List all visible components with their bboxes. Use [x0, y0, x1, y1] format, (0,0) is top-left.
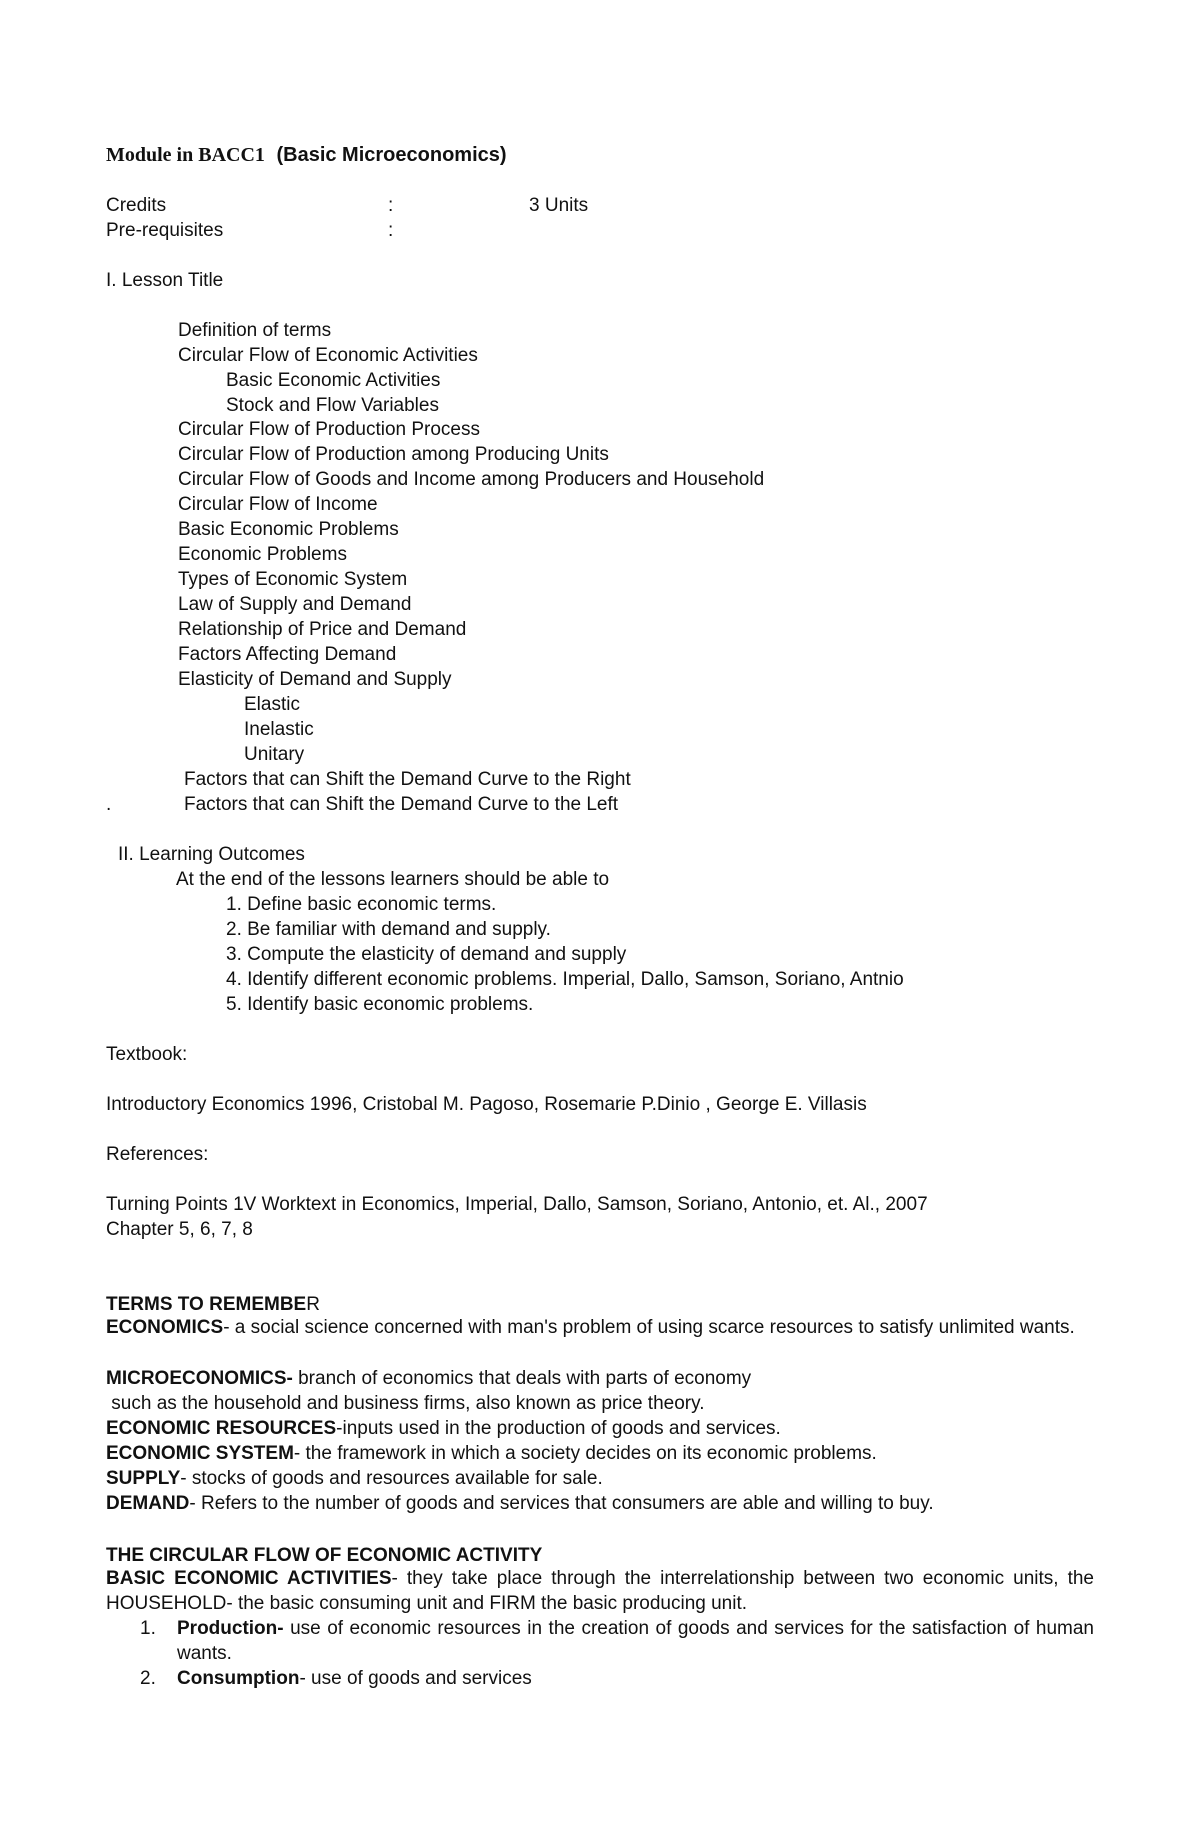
basic-economic-activities [106, 1567, 1094, 1616]
credits-sep: : [388, 195, 394, 216]
activity-text [177, 1617, 1094, 1666]
activity-text [177, 1667, 1094, 1692]
lesson-item: Basic Economic Problems [178, 519, 399, 540]
activity-term: Production- [177, 1618, 284, 1639]
references-label: References: [106, 1144, 209, 1165]
circular-flow-heading: THE CIRCULAR FLOW OF ECONOMIC ACTIVITY [106, 1545, 543, 1566]
term-definition: -inputs used in the production of goods and services. [336, 1418, 781, 1439]
term-name: ECONOMIC SYSTEM [106, 1443, 294, 1464]
lesson-subitem: Basic Economic Activities [226, 370, 441, 391]
lesson-item: Circular Flow of Goods and Income among Producers and Household [178, 469, 765, 490]
lesson-item: Factors that can Shift the Demand Curve to the Right [184, 769, 631, 790]
term-microeconomics-cont: such as the household and business firms, also known as price theory. [106, 1393, 705, 1414]
textbook-label: Textbook: [106, 1044, 188, 1065]
term-name: ECONOMIC RESOURCES [106, 1418, 337, 1439]
term-definition: branch of economics that deals with parts of economy [292, 1368, 752, 1389]
term-demand [106, 1493, 934, 1515]
lesson-subitem: Elastic [244, 694, 300, 715]
outcome-item: 1. Define basic economic terms. [226, 894, 497, 915]
outcome-item: 5. Identify basic economic problems. [226, 994, 534, 1015]
lesson-item: Circular Flow of Production among Producing Units [178, 444, 609, 465]
term-name: ECONOMICS [106, 1317, 224, 1338]
lesson-item: Circular Flow of Production Process [178, 419, 480, 440]
terms-heading-rest: R [306, 1294, 320, 1315]
activity-term: Consumption [177, 1668, 300, 1689]
outcome-item: 3. Compute the elasticity of demand and supply [226, 944, 627, 965]
lesson-item: Elasticity of Demand and Supply [178, 669, 452, 690]
activity-definition: - use of goods and services [299, 1668, 532, 1689]
credits-value: 3 Units [529, 195, 589, 216]
term-name: MICROECONOMICS- [106, 1368, 293, 1389]
term-definition: - they take place through the interrelationship between two economic units, the HOUSEHOLD- the basic consuming unit and FIRM the basic producing unit. [106, 1568, 1094, 1614]
lesson-subitem: Inelastic [244, 719, 314, 740]
activity-definition: use of economic resources in the creation of goods and services for the satisfaction of human wants. [177, 1618, 1094, 1664]
outcomes-intro: At the end of the lessons learners should be able to [176, 869, 610, 890]
lesson-item: Factors Affecting Demand [178, 644, 397, 665]
term-definition: - the framework in which a society decides on its economic problems. [293, 1443, 877, 1464]
terms-heading [106, 1294, 320, 1316]
term-definition: - stocks of goods and resources available for sale. [180, 1468, 603, 1489]
lesson-subitem: Stock and Flow Variables [226, 395, 439, 416]
lesson-title-heading: I. Lesson Title [106, 270, 224, 291]
term-economic-resources [106, 1418, 781, 1440]
module-title-part1: Module in BACC1 [106, 144, 265, 166]
lesson-item: Circular Flow of Economic Activities [178, 345, 478, 366]
outcome-item: 4. Identify different economic problems. Imperial, Dallo, Samson, Soriano, Antnio [226, 969, 904, 990]
activity-item-production [140, 1617, 1094, 1667]
prereq-sep: : [388, 220, 394, 241]
term-definition: - Refers to the number of goods and services that consumers are able and willing to buy. [189, 1493, 934, 1514]
activity-item-consumption [140, 1667, 1094, 1692]
textbook-citation: Introductory Economics 1996, Cristobal M. Pagoso, Rosemarie P.Dinio , George E. Villasis [106, 1094, 867, 1115]
term-name: DEMAND [106, 1493, 190, 1514]
term-economics [106, 1316, 1094, 1341]
lesson-item: Factors that can Shift the Demand Curve to the Left [184, 794, 619, 815]
term-economic-system [106, 1443, 877, 1465]
lesson-subitem: Unitary [244, 744, 305, 765]
term-microeconomics [106, 1368, 751, 1390]
module-title [106, 144, 507, 166]
activity-number: 1. [140, 1618, 156, 1639]
credits-label: Credits [106, 195, 167, 216]
activity-number: 2. [140, 1668, 156, 1689]
term-name: SUPPLY [106, 1468, 181, 1489]
module-title-part2: (Basic Microeconomics) [276, 144, 507, 166]
lesson-item: Types of Economic System [178, 569, 408, 590]
term-supply [106, 1468, 603, 1490]
lesson-item: Definition of terms [178, 320, 332, 341]
lesson-item: Relationship of Price and Demand [178, 619, 467, 640]
term-name: BASIC ECONOMIC ACTIVITIES [106, 1568, 392, 1589]
outcome-item: 2. Be familiar with demand and supply. [226, 919, 551, 940]
reference-chapters: Chapter 5, 6, 7, 8 [106, 1219, 253, 1240]
lesson-item: Economic Problems [178, 544, 347, 565]
term-definition: - a social science concerned with man's problem of using scarce resources to satisfy unlimited wants. [223, 1317, 1075, 1338]
stray-dot: . [106, 794, 112, 815]
outcomes-heading: II. Learning Outcomes [118, 844, 305, 865]
terms-heading-bold: TERMS TO REMEMBE [106, 1294, 307, 1315]
reference-item: Turning Points 1V Worktext in Economics, Imperial, Dallo, Samson, Soriano, Antonio, et. Al., 2007 [106, 1194, 928, 1215]
lesson-item: Circular Flow of Income [178, 494, 378, 515]
lesson-item: Law of Supply and Demand [178, 594, 412, 615]
prereq-label: Pre-requisites [106, 220, 224, 241]
